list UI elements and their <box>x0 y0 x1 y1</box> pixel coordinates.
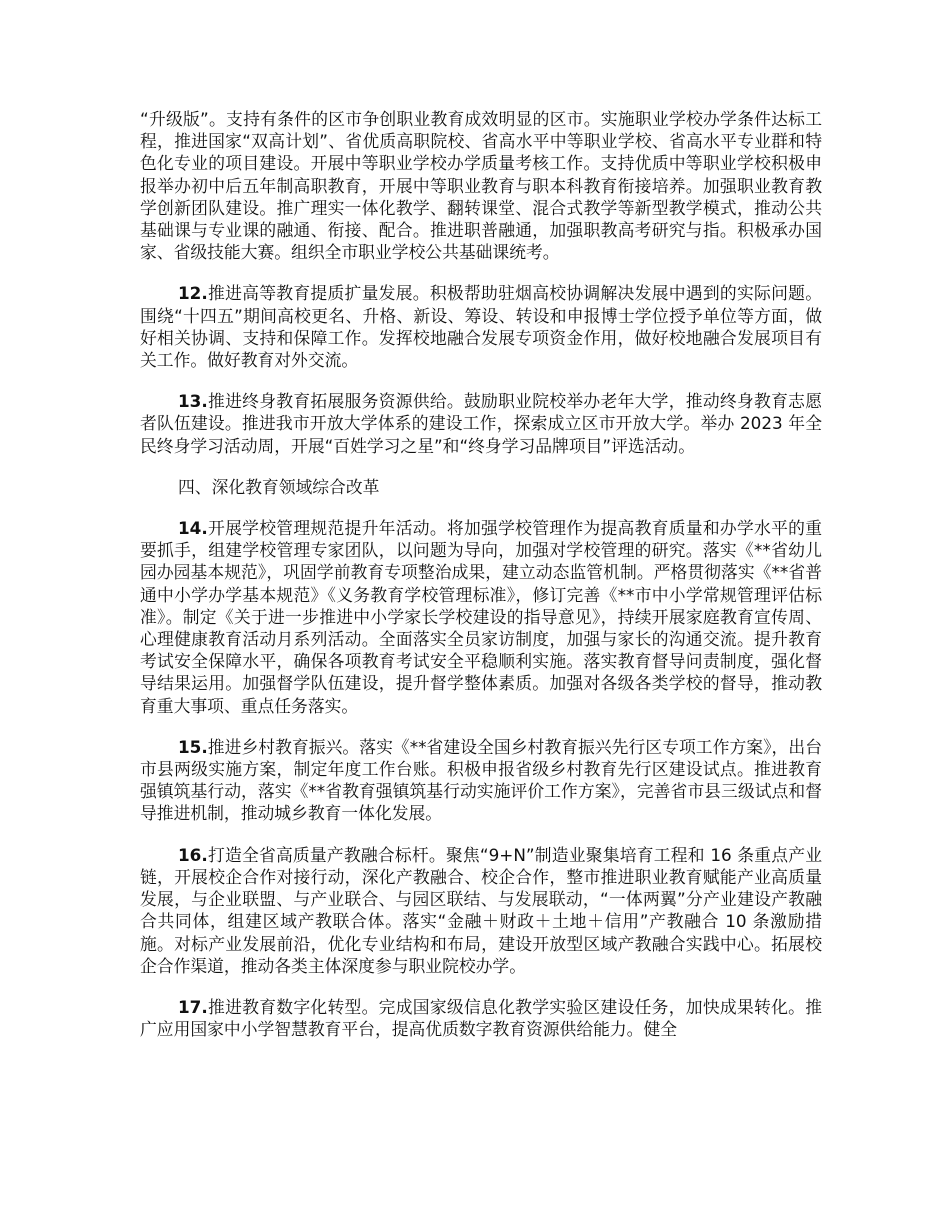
item-text: 推进高等教育提质扩量发展。积极帮助驻烟高校协调解决发展中遇到的实际问题。围绕“十四五”期间高校更名、升格、新设、筹设、转设和申报博士学位授予单位等方面，做好相关协调、支持和保障工作。发挥校地融合发展专项资金作用，做好校地融合发展项目有关工作。做好教育对外交流。 <box>140 283 822 371</box>
item-text: 推进终身教育拓展服务资源供给。鼓励职业院校举办老年大学，推动终身教育志愿者队伍建设。推进我市开放大学体系的建设工作，探索成立区市开放大学。举办 2023 年全民终身学习活动周，开展“百姓学习之星”和“终身学习品牌项目”评选活动。 <box>140 391 822 456</box>
item-16-paragraph <box>140 844 822 977</box>
item-17-paragraph <box>140 996 822 1040</box>
item-number: 12. <box>178 283 208 304</box>
item-13-paragraph <box>140 390 822 457</box>
item-text: 推进教育数字化转型。完成国家级信息化教学实验区建设任务，加快成果转化。推广应用国家中小学智慧教育平台，提高优质数字教育资源供给能力。健全 <box>140 996 822 1040</box>
item-number: 15. <box>178 736 208 757</box>
item-12-paragraph <box>140 282 822 371</box>
item-text: 打造全省高质量产教融合标杆。聚焦“9+N”制造业聚集培育工程和 16 条重点产业链，开展校企合作对接行动，深化产教融合、校企合作，整市推进职业教育赋能产业高质量发展，与企业联盟、与产业联合、与园区联结、与发展联动，“一体两翼”分产业建设产教融合共同体，组建区域产教联合体。落实“金融＋财政＋土地＋信用”产教融合 10 条激励措施。对标产业发展前沿，优化专业结构和布局，建设开放型区域产教融合实践中心。拓展校企合作渠道，推动各类主体深度参与职业院校办学。 <box>140 844 822 976</box>
item-number: 13. <box>178 391 208 412</box>
item-number: 17. <box>178 996 208 1017</box>
section-heading: 四、深化教育领域综合改革 <box>178 476 380 497</box>
item-15-paragraph <box>140 736 822 825</box>
item-text: 开展学校管理规范提升年活动。将加强学校管理作为提高教育质量和办学水平的重要抓手，组建学校管理专家团队，以问题为导向，加强对学校管理的研究。落实《**省幼儿园办园基本规范》，巩固学前教育专项整治成果，建立动态监管机制。严格贯彻落实《**省普通中小学办学基本规范》《义务教育学校管理标准》，修订完善《**市中小学常规管理评估标准》。制定《关于进一步推进中小学家长学校建设的指导意见》，持续开展家庭教育宣传周、心理健康教育活动月系列活动。全面落实全员家访制度，加强与家长的沟通交流。提升教育考试安全保障水平，确保各项教育考试安全平稳顺利实施。落实教育督导问责制度，强化督导结果运用。加强督学队伍建设，提升督学整体素质。加强对各级各类学校的督导，推动教育重大事项、重点任务落实。 <box>140 518 822 716</box>
intro-paragraph: “升级版”。支持有条件的区市争创职业教育成效明显的区市。实施职业学校办学条件达标工程，推进国家“双高计划”、省优质高职院校、省高水平中等职业学校、省高水平专业群和特色化专业的项目建设。开展中等职业学校办学质量考核工作。支持优质中等职业学校积极申报举办初中后五年制高职教育，开展中等职业教育与职本科教育衔接培养。加强职业教育教学创新团队建设。推广理实一体化教学、翻转课堂、混合式教学等新型教学模式，推动公共基础课与专业课的融通、衔接、配合。推进职普融通，加强职教高考研究与指。积极承办国家、省级技能大赛。组织全市职业学校公共基础课统考。 <box>140 109 822 263</box>
item-14-paragraph <box>140 517 822 717</box>
item-number: 14. <box>178 518 208 539</box>
document-page <box>140 108 822 1059</box>
item-number: 16. <box>178 844 208 865</box>
item-text: 推进乡村教育振兴。落实《**省建设全国乡村教育振兴先行区专项工作方案》，出台市县两级实施方案，制定年度工作台账。积极申报省级乡村教育先行区建设试点。推进教育强镇筑基行动，落实《**省教育强镇筑基行动实施评价工作方案》，完善省市县三级试点和督导推进机制，推动城乡教育一体化发展。 <box>140 736 822 824</box>
